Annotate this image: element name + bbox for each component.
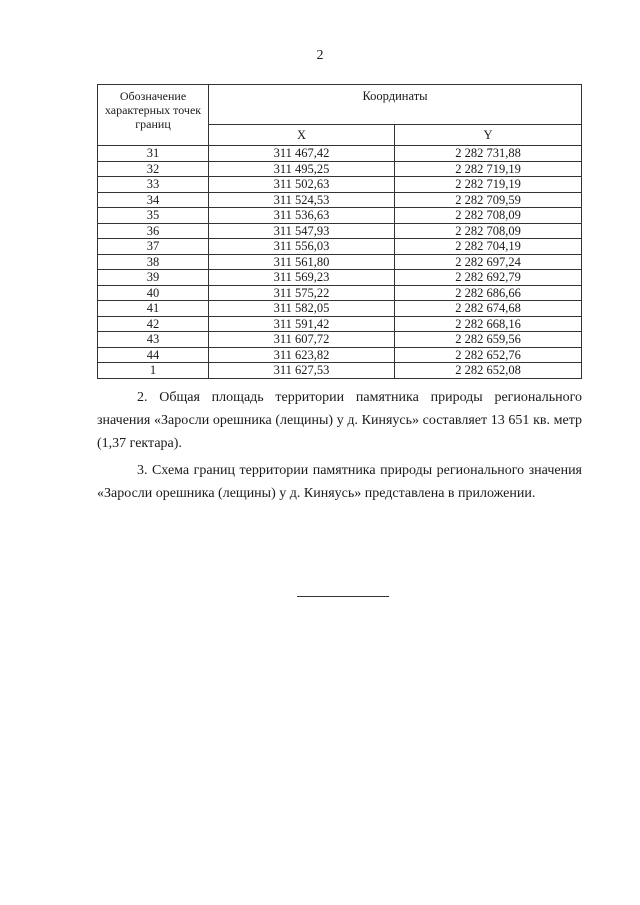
cell-y: 2 282 697,24	[395, 254, 582, 270]
cell-x: 311 561,80	[209, 254, 395, 270]
cell-y: 2 282 686,66	[395, 285, 582, 301]
header-x: X	[209, 125, 395, 146]
coordinates-table	[97, 84, 582, 379]
header-y: Y	[395, 125, 582, 146]
cell-x: 311 607,72	[209, 332, 395, 348]
cell-point: 43	[98, 332, 209, 348]
cell-point: 41	[98, 301, 209, 317]
cell-y: 2 282 668,16	[395, 316, 582, 332]
table-body	[98, 146, 582, 379]
cell-y: 2 282 719,19	[395, 177, 582, 193]
cell-x: 311 495,25	[209, 161, 395, 177]
cell-y: 2 282 674,68	[395, 301, 582, 317]
table-row	[98, 301, 582, 317]
cell-y: 2 282 708,09	[395, 223, 582, 239]
cell-y: 2 282 692,79	[395, 270, 582, 286]
cell-point: 36	[98, 223, 209, 239]
cell-point: 42	[98, 316, 209, 332]
cell-point: 37	[98, 239, 209, 255]
table-row	[98, 161, 582, 177]
paragraph-total-area	[97, 386, 582, 455]
table-row	[98, 285, 582, 301]
cell-x: 311 623,82	[209, 347, 395, 363]
cell-y: 2 282 652,76	[395, 347, 582, 363]
cell-x: 311 627,53	[209, 363, 395, 379]
table-row	[98, 332, 582, 348]
cell-y: 2 282 652,08	[395, 363, 582, 379]
cell-point: 40	[98, 285, 209, 301]
table-row	[98, 254, 582, 270]
table-row	[98, 347, 582, 363]
table-row	[98, 270, 582, 286]
cell-x: 311 591,42	[209, 316, 395, 332]
paragraph-boundary-scheme-text: 3. Схема границ территории памятника природы регионального значения «Заросли орешника (лещины) у д. Киняусь» представлена в приложении.	[97, 463, 582, 501]
table-row	[98, 316, 582, 332]
header-coordinates: Координаты	[209, 85, 582, 125]
cell-x: 311 575,22	[209, 285, 395, 301]
cell-x: 311 536,63	[209, 208, 395, 224]
page-number: 2	[316, 48, 324, 63]
table-row	[98, 223, 582, 239]
cell-x: 311 547,93	[209, 223, 395, 239]
table-row	[98, 363, 582, 379]
cell-y: 2 282 731,88	[395, 146, 582, 162]
closing-rule-line	[297, 596, 389, 597]
cell-x: 311 467,42	[209, 146, 395, 162]
table-row	[98, 177, 582, 193]
cell-point: 35	[98, 208, 209, 224]
cell-point: 39	[98, 270, 209, 286]
header-point-designation: Обозначение характерных точек границ	[98, 85, 209, 146]
cell-x: 311 582,05	[209, 301, 395, 317]
cell-point: 31	[98, 146, 209, 162]
cell-y: 2 282 719,19	[395, 161, 582, 177]
cell-y: 2 282 709,59	[395, 192, 582, 208]
cell-point: 32	[98, 161, 209, 177]
cell-y: 2 282 708,09	[395, 208, 582, 224]
cell-x: 311 569,23	[209, 270, 395, 286]
cell-point: 44	[98, 347, 209, 363]
cell-point: 1	[98, 363, 209, 379]
table-row	[98, 208, 582, 224]
cell-x: 311 502,63	[209, 177, 395, 193]
cell-point: 33	[98, 177, 209, 193]
table-row	[98, 146, 582, 162]
cell-point: 38	[98, 254, 209, 270]
cell-y: 2 282 704,19	[395, 239, 582, 255]
cell-x: 311 524,53	[209, 192, 395, 208]
cell-x: 311 556,03	[209, 239, 395, 255]
paragraph-boundary-scheme	[97, 459, 582, 505]
table-row	[98, 192, 582, 208]
cell-point: 34	[98, 192, 209, 208]
table-row	[98, 239, 582, 255]
cell-y: 2 282 659,56	[395, 332, 582, 348]
paragraph-total-area-text: 2. Общая площадь территории памятника природы регионального значения «Заросли орешника (лещины) у д. Киняусь» составляет 13 651 кв. метр (1,37 гектара).	[97, 390, 582, 451]
